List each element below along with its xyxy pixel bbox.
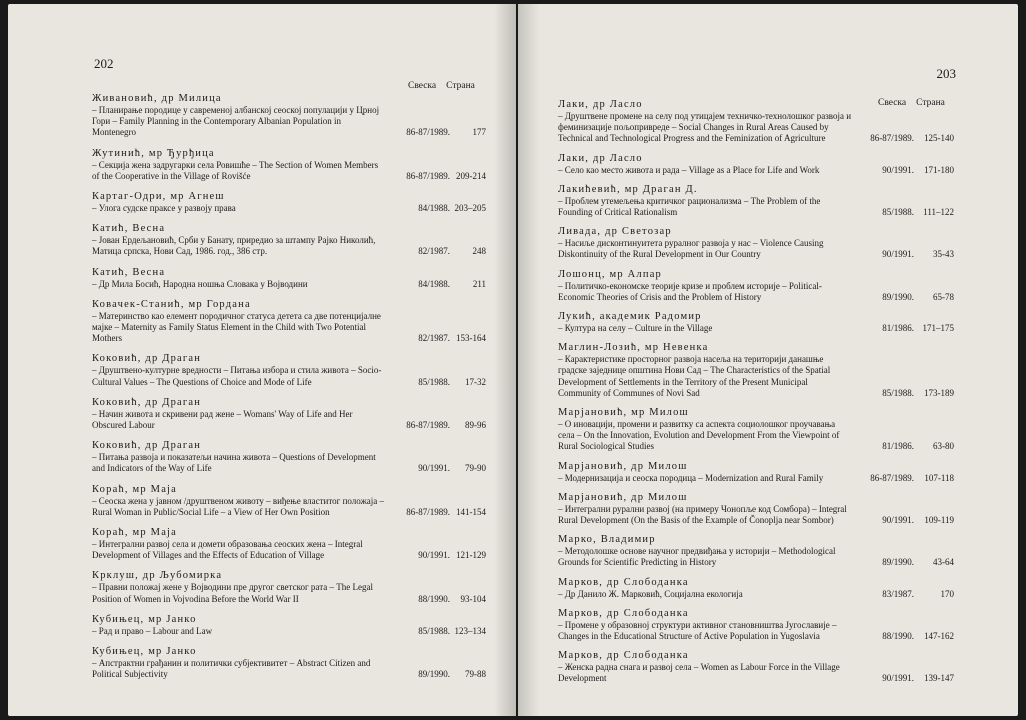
entry-author: Картаг-Одри, мр Агнеш [92,191,225,203]
entry-issue: 90/1991. [418,550,450,561]
entry-title: – Промене у образовној структури активног становништва Југославије – Changes in the Educational Structure of Active Population in Yugoslavia [558,619,837,642]
entry-row [558,196,954,218]
entry-issue: 85/1988. [882,387,914,398]
entry-author: Лукић, академик Радомир [558,311,702,323]
entry-issue: 86-87/1989. [406,127,450,138]
entry-row [92,496,486,518]
entry-pages: 109-119 [924,515,954,526]
entry-author: Катић, Весна [92,223,166,235]
entry-pages: 35-43 [933,249,954,260]
entry-author: Марјановић, мр Милош [558,407,689,419]
bibliography-entry [558,533,954,568]
entry-issue: 84/1988. [418,278,450,289]
pages-column-header: Страна [916,98,945,108]
bibliography-entry [558,98,954,145]
entry-author: Марков, др Слободанка [558,650,689,662]
entry-title: – Правни положај жене у Војводини пре другог светског рата – The Legal Position of Women in Vojvodina Before the World War II [92,582,373,604]
bibliography-entry [558,406,954,453]
entry-row [558,165,954,176]
entry-title: – Секција жена задругарки села Ровишће – The Section of Women Members of the Cooperative in the Village of Rovišće [92,159,379,181]
left-page [8,4,516,716]
entry-title: – Село као место живота и рада – Village as a Place for Life and Work [558,164,820,175]
entry-issue: 90/1991. [882,515,914,526]
entry-author: Кубињец, мр Јанко [92,613,197,625]
entry-issue: 88/1990. [418,593,450,604]
entry-issue: 85/1988. [882,207,914,218]
entry-pages: 170 [940,588,954,599]
bibliography-entry [92,266,486,290]
entry-issue: 90/1991. [418,463,450,474]
entry-pages: 123–134 [454,625,486,636]
pages-column-header: Страна [446,81,475,91]
entry-author: Катић, Весна [92,266,166,278]
bibliography-entry [92,222,486,257]
left-page-number: 202 [94,56,114,71]
entry-author: Лаки, др Ласло [558,152,643,164]
bibliography-entry [92,645,486,680]
entry-title: – Др Мила Босић, Народна ношња Словака у Војводини [92,278,308,289]
entry-pages: 111–122 [923,207,954,218]
entry-author: Лакићевић, мр Драган Д. [558,183,698,195]
entry-row [92,279,486,290]
bibliography-entry [92,439,486,474]
entry-author: Лаки, др Ласло [558,99,643,110]
entry-issue: 90/1991. [882,164,914,175]
entry-pages: 139-147 [924,673,954,684]
entry-issue: 82/1987. [418,246,450,257]
entry-issue: 90/1991. [882,673,914,684]
entry-pages: 79-88 [465,669,486,680]
entry-title: – Насиље дисконтинуитета руралног развоја у нас – Violence Causing Diskontinuity of the Rural Development in Our Country [558,238,824,260]
entry-issue: 85/1988. [418,376,450,387]
entry-author: Ковачек-Станић, мр Гордана [92,298,251,310]
entry-pages: 171–175 [922,323,954,334]
entry-author: Кубињец, мр Јанко [92,646,197,658]
entry-title: – Друштвене промене на селу под утицајем техничко-технолошког развоја и феминизације пољопривреде – Social Changes in Rural Areas Caused by Technical and Technological Progress and the Feminization of Agriculture [558,111,852,144]
entry-row [92,160,486,182]
entry-row [92,452,486,474]
entry-author: Крклуш, др Љубомирка [92,570,223,582]
bibliography-entry [92,569,486,604]
entry-title: – Друштвено-културне вредности – Питања избора и стила живота – Socio-Cultural Values – The Questions of Choice and Mode of Life [92,365,382,387]
entry-row [92,539,486,561]
entry-issue: 86-87/1989. [406,506,450,517]
entry-author: Коковић, др Драган [92,353,202,365]
bibliography-entry [558,576,954,600]
entry-title: – Рад и право – Labour and Law [92,625,213,636]
entry-pages: 93-104 [460,593,486,604]
entry-title: – Политичко-економске теорије кризе и проблем историје – Political-Economic Theories of Crisis and the Problem of History [558,280,822,302]
entry-pages: 203–205 [454,203,486,214]
entry-row [92,658,486,680]
entry-title: – Начин живота и скривени рад жене – Womans' Way of Life and Her Obscured Labour [92,408,353,431]
bibliography-entry [558,225,954,260]
left-entry-list [92,92,486,688]
entry-issue: 90/1991. [882,249,914,260]
entry-issue: 88/1990. [882,631,914,642]
entry-title: – Женска радна снага и развој села – Women as Labour Force in the Village Development [558,662,840,684]
entry-author: Ливада, др Светозар [558,226,672,238]
entry-author: Живановић, др Милица [92,93,222,104]
entry-author: Коковић, др Драган [92,440,202,452]
entry-pages: 171-180 [924,164,954,175]
bibliography-entry [92,298,486,345]
entry-row [558,111,954,145]
entry-pages: 248 [472,246,486,257]
entry-issue: 86-87/1989. [406,170,450,181]
bibliography-entry [558,649,954,684]
bibliography-entry [92,613,486,637]
entry-title: – Планирање породице у савременој албанској сеоској популацији у Црној Гори – Family Planning in the Contemporary Albanian Population in Montenegro [92,105,380,138]
entry-title: – Модернизација и сеоска породица – Modernization and Rural Family [558,472,824,483]
entry-issue: 86-87/1989. [406,420,450,431]
entry-title: – Апстрактни грађанин и политички субјективитет – Abstract Citizen and Political Subjectivity [92,658,371,680]
entry-row [558,419,954,453]
entry-row [558,589,954,600]
bibliography-entry [92,147,486,182]
entry-row [558,546,954,568]
entry-title: – Интегрални развој села и домети образовања сеоских жена – Integral Development of Villages and the Effects of Education of Village [92,539,363,561]
entry-author: Маглин-Лозић, мр Невенка [558,342,709,354]
entry-author: Жутинић, мр Ђурђица [92,147,215,159]
entry-row [92,105,486,139]
entry-issue: 86-87/1989. [870,472,914,483]
entry-author: Марко, Владимир [558,534,656,546]
entry-pages: 43-64 [933,557,954,568]
entry-author: Кораћ, мр Маја [92,527,178,539]
entry-author: Марјановић, др Милош [558,460,688,472]
entry-title: – Јован Ердељановић, Срби у Банату, приредио за штампу Рајко Николић, Матица српска, Нови Сад, 1986. год., 386 стр. [92,235,376,257]
entry-issue: 81/1986. [882,323,914,334]
bibliography-entry [558,152,954,176]
entry-title: – Питања развоја и показатељи начина живота – Questions of Development and Indicators of the Way of Life [92,452,376,474]
entry-title: – Материнство као елемент породичног статуса детета са две потенцијалне мајке – Maternity as Family Status Element in the Child with Two Potential Mothers [92,310,381,344]
bibliography-entry [558,460,954,484]
entry-pages: 211 [472,278,486,289]
entry-issue: 86-87/1989. [870,133,914,144]
entry-pages: 17-32 [465,376,486,387]
entry-pages: 125-140 [924,133,954,144]
entry-pages: 177 [472,127,486,138]
entry-issue: 83/1987. [882,588,914,599]
bibliography-entry [92,190,486,214]
entry-row [92,203,486,214]
bibliography-entry [558,268,954,303]
right-gutter-shadow [518,4,540,716]
entry-pages: 153-164 [456,333,486,344]
entry-pages: 63-80 [933,441,954,452]
entry-row [558,323,954,334]
bibliography-entry [558,607,954,642]
issue-column-header: Свеска [878,98,907,108]
entry-row [92,365,486,387]
entry-pages: 141-154 [456,506,486,517]
entry-title: – Интегрални рурални развој (на примеру Чонопље код Сомбора) – Integral Rural Development (On the Basis of the Example of Čonoplja near Sombor) [558,503,847,526]
entry-pages: 89-96 [465,420,486,431]
entry-issue: 81/1986. [882,441,914,452]
entry-row [558,662,954,684]
entry-row [558,281,954,303]
entry-author: Марјановић, др Милош [558,491,688,503]
entry-title: – Проблем утемељења критичког рационализма – The Problem of the Founding of Critical Rationalism [558,195,821,218]
entry-issue: 85/1988. [418,625,450,636]
entry-row [92,409,486,431]
left-column-headers [408,81,475,91]
entry-issue: 82/1987. [418,333,450,344]
entry-row [92,235,486,257]
bibliography-entry [92,352,486,387]
entry-author: Кораћ, мр Маја [92,483,178,495]
right-entry-list [558,98,954,692]
entry-pages: 79-90 [465,463,486,474]
left-gutter-shadow [494,4,516,716]
entry-row [92,582,486,604]
entry-pages: 107-118 [924,472,954,483]
entry-pages: 121-129 [456,550,486,561]
right-page [518,4,1018,716]
entry-issue: 89/1990. [418,669,450,680]
entry-pages: 209-214 [456,170,486,181]
entry-row [558,238,954,260]
entry-pages: 147-162 [924,631,954,642]
bibliography-entry [92,396,486,431]
entry-issue: 89/1990. [882,291,914,302]
bibliography-entry [92,92,486,139]
entry-title: – Улога судске праксе у развоју права [92,203,236,214]
entry-row [92,311,486,345]
issue-column-header: Свеска [408,81,437,91]
entry-author: Марков, др Слободанка [558,607,689,619]
entry-row [92,626,486,637]
entry-row [558,504,954,526]
right-page-number: 203 [936,66,956,81]
entry-title: – Др Данило Ж. Марковић, Социјална екологија [558,588,743,599]
entry-pages: 65-78 [933,291,954,302]
entry-issue: 84/1988. [418,203,450,214]
entry-row [558,620,954,642]
bibliography-entry [558,491,954,526]
entry-row [558,354,954,399]
entry-title: – Методолошке основе научног предвиђања у историји – Methodological Grounds for Scientific Predicting in History [558,546,836,568]
entry-title: – Култура на селу – Culture in the Village [558,323,713,334]
entry-issue: 89/1990. [882,557,914,568]
bibliography-entry [558,183,954,218]
bibliography-entry [558,310,954,334]
entry-row [558,473,954,484]
entry-pages: 173-189 [924,387,954,398]
entry-author: Марков, др Слободанка [558,576,689,588]
bibliography-entry [92,526,486,561]
entry-title: – Карактеристике просторног развоја насеља на територији данашње градске заједнице општина Нови Сад – The Characteristics of the Spatial Development of Settlements in the Territory of the Present Municipal Community of Communes of Novi Sad [558,354,831,398]
bibliography-entry [92,483,486,518]
bibliography-entry [558,341,954,399]
entry-title: – О иновацији, промени и развитку са аспекта социолошког проучавања села – On the Innovation, Evolution and Development From the Viewpoint of Rural Sociological Studies [558,419,840,452]
entry-title: – Сеоска жена у јавном /друштвеном животу – виђење властитог положаја – Rural Woman in Public/Social Life – a View of Her Own Position [92,495,385,517]
entry-author: Лошонц, мр Алпар [558,268,663,280]
entry-author: Коковић, др Драган [92,396,202,408]
